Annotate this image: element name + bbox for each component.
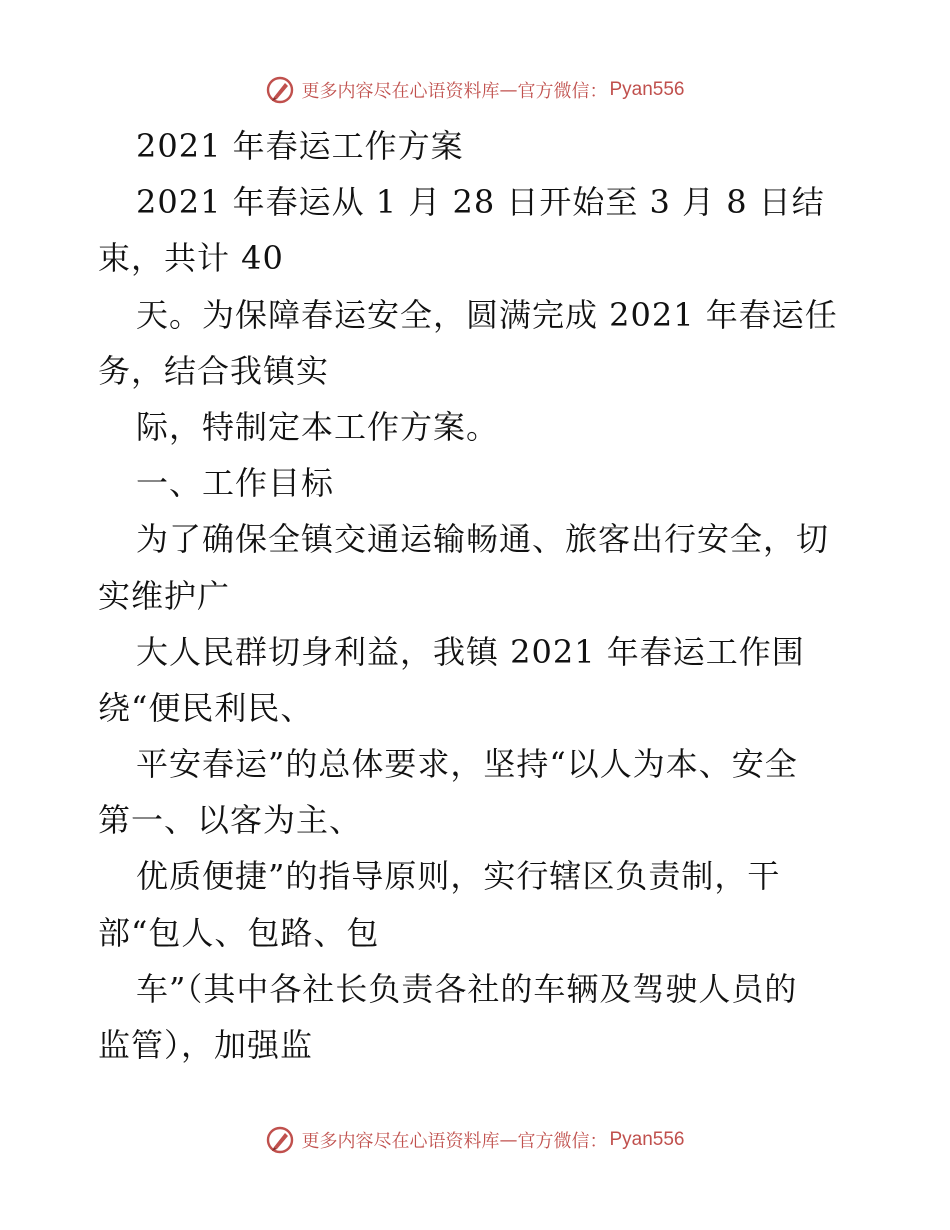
document-line: 2021 年春运从 1 月 28 日开始至 3 月 8 日结 xyxy=(136,183,825,222)
document-line: 实维护广 xyxy=(98,576,231,615)
document-line: 部“包人、包路、包 xyxy=(98,913,380,952)
watermark-wechat-label: 官方微信： xyxy=(517,81,608,102)
document-line: 束，共计 40 xyxy=(98,239,284,278)
watermark-wechat-id: Pyan556 xyxy=(609,1129,685,1150)
document-line: 大人民群切身利益，我镇 2021 年春运工作围 xyxy=(136,632,805,671)
document-line: 为了确保全镇交通运输畅通、旅客出行安全，切 xyxy=(136,520,830,559)
document-line: 一、工作目标 xyxy=(136,464,335,503)
watermark-banner-top xyxy=(0,70,950,110)
document-line: 天。为保障春运安全，圆满完成 2021 年春运任 xyxy=(136,295,838,334)
document-line: 务，结合我镇实 xyxy=(98,351,330,390)
watermark-separator: — xyxy=(499,1129,518,1151)
document-line: 平安春运”的总体要求，坚持“以人为本、安全 xyxy=(136,745,798,784)
document-line: 际，特制定本工作方案。 xyxy=(136,407,500,446)
document-line: 车”（其中各社长负责各社的车辆及驾驶人员的 xyxy=(136,969,798,1008)
document-line: 第一、以客为主、 xyxy=(98,801,363,840)
document-line: 2021 年春运工作方案 xyxy=(136,127,464,165)
watermark-text: 更多内容尽在心语资料库 xyxy=(301,81,500,102)
watermark-wechat-id: Pyan556 xyxy=(609,79,685,100)
document-line: 监管），加强监 xyxy=(98,1026,314,1064)
pen-logo-icon xyxy=(265,75,295,105)
watermark-wechat-label: 官方微信： xyxy=(517,1131,608,1152)
watermark-text: 更多内容尽在心语资料库 xyxy=(301,1131,500,1152)
watermark-separator: — xyxy=(499,79,518,101)
watermark-banner-bottom xyxy=(0,1120,950,1160)
document-line: 绕“便民利民、 xyxy=(98,688,314,727)
document-line: 优质便捷”的指导原则，实行辖区负责制，干 xyxy=(136,857,781,896)
document-body xyxy=(98,118,858,1073)
pen-logo-icon xyxy=(265,1125,295,1155)
